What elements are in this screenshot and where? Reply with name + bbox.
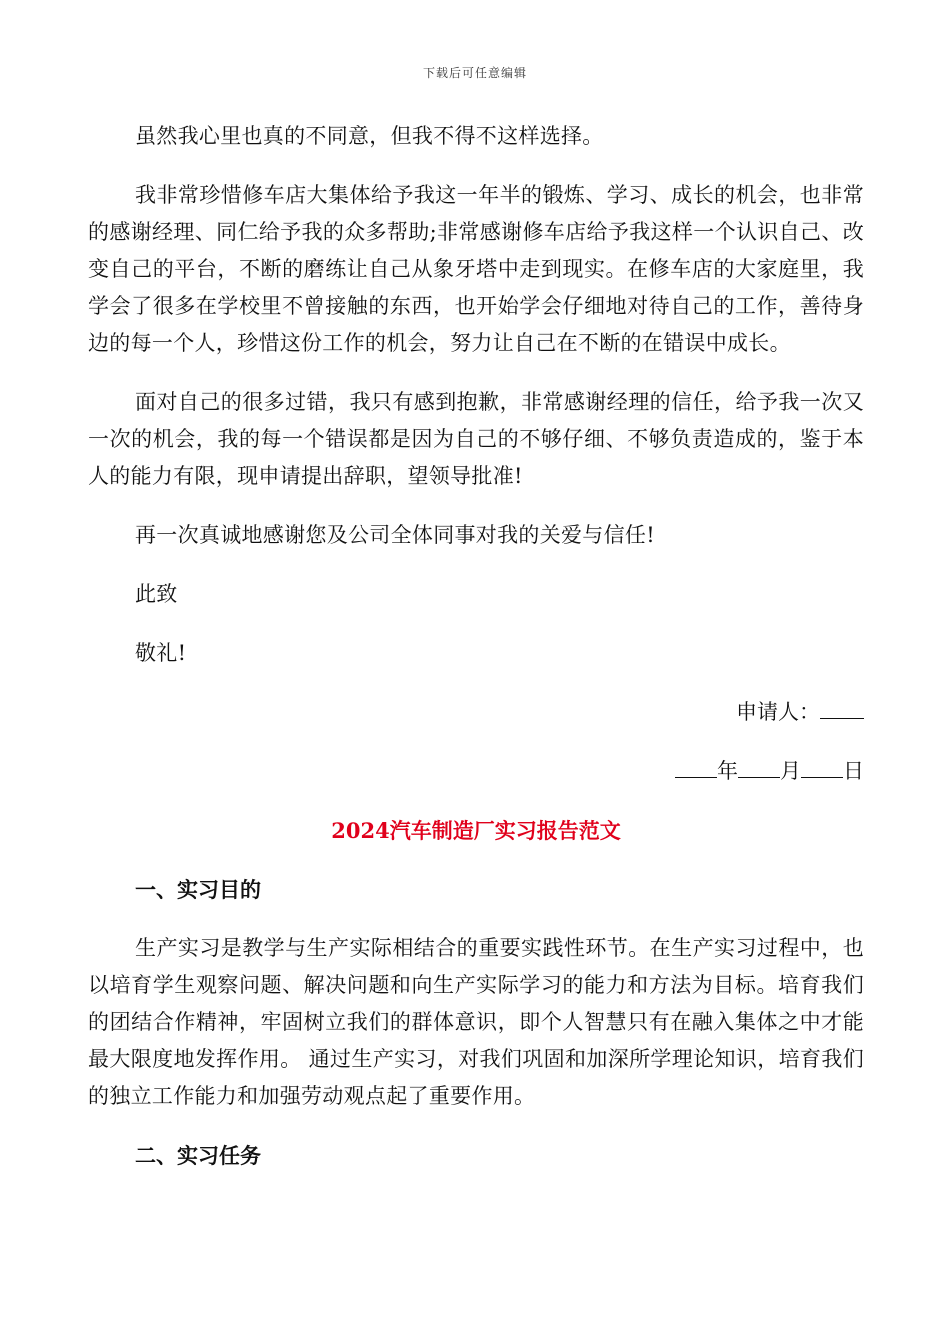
- letter-paragraph-4: 再一次真诚地感谢您及公司全体同事对我的关爱与信任!: [135, 523, 655, 547]
- closing-salutation: 此致: [135, 582, 178, 606]
- date-day-label: 日: [843, 759, 864, 783]
- section-2-heading: 二、实习任务: [135, 1143, 261, 1168]
- month-blank: [738, 755, 780, 778]
- closing-regards: 敬礼!: [135, 641, 187, 665]
- letter-paragraph-1: 虽然我心里也真的不同意，但我不得不这样选择。: [135, 124, 604, 148]
- applicant-line: [88, 694, 864, 731]
- date-year-label: 年: [717, 759, 738, 783]
- header-note: 下载后可任意编辑: [422, 66, 527, 80]
- applicant-blank: [820, 696, 864, 719]
- day-blank: [801, 755, 843, 778]
- date-line: [88, 753, 864, 790]
- date-month-label: 月: [780, 759, 801, 783]
- report-title: 2024汽车制造厂实习报告范文: [331, 818, 621, 843]
- letter-paragraph-3: 面对自己的很多过错，我只有感到抱歉，非常感谢经理的信任，给予我一次又一次的机会，我的每一个错误都是因为自己的不够仔细、不够负责造成的，鉴于本人的能力有限，现申请提出辞职，望领导批准!: [88, 390, 864, 488]
- letter-paragraph-2: 我非常珍惜修车店大集体给予我这一年半的锻炼、学习、成长的机会，也非常的感谢经理、同仁给予我的众多帮助;非常感谢修车店给予我这样一个认识自己、改变自己的平台，不断的磨练让自己从象牙塔中走到现实。在修车店的大家庭里，我学会了很多在学校里不曾接触的东西，也开始学会仔细地对待自己的工作，善待身边的每一个人，珍惜这份工作的机会，努力让自己在不断的在错误中成长。: [88, 183, 864, 355]
- year-blank: [675, 755, 717, 778]
- applicant-label: 申请人：: [736, 700, 820, 724]
- document-body: [88, 118, 864, 1174]
- section-1-body: 生产实习是教学与生产实际相结合的重要实践性环节。在生产实习过程中，也以培育学生观察问题、解决问题和向生产实际学习的能力和方法为目标。培育我们的团结合作精神，牢固树立我们的群体意识，即个人智慧只有在融入集体之中才能最大限度地发挥作用。 通过生产实习，对我们巩固和加深所学理论知识，培育我们的独立工作能力和加强劳动观点起了重要作用。: [88, 936, 864, 1108]
- section-1-heading: 一、实习目的: [135, 877, 261, 902]
